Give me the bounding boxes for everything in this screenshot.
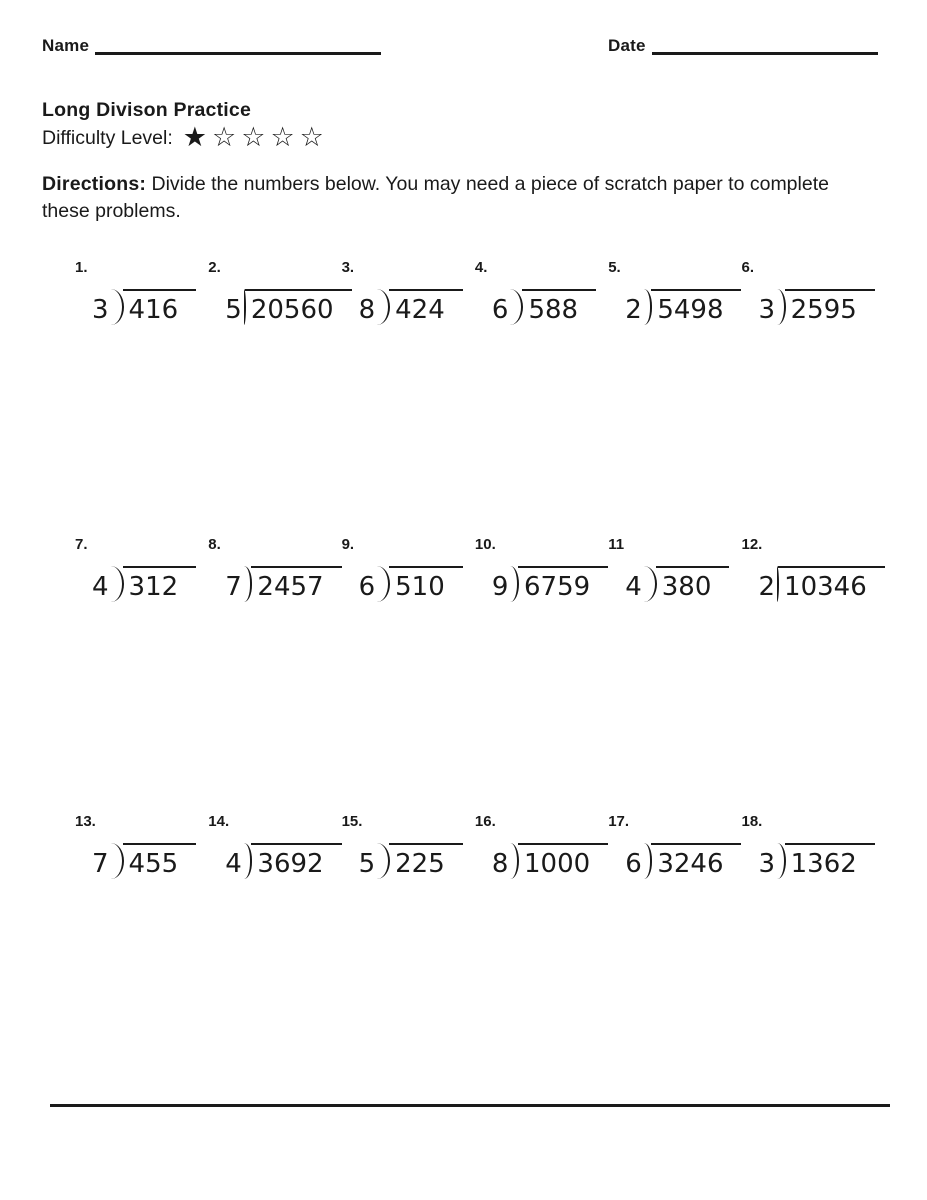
division-problem [208, 260, 341, 326]
problem-expression [625, 289, 741, 325]
problem-number: 5. [608, 259, 621, 276]
date-label: Date [608, 36, 646, 55]
problem-expression [625, 566, 741, 602]
problem-expression [758, 566, 874, 602]
division-problem [608, 260, 741, 326]
problem-divisor: 4 [225, 849, 242, 879]
problem-number: 18. [741, 813, 763, 830]
problem-expression [758, 289, 874, 325]
problem-dividend: 225 [389, 843, 463, 879]
problem-dividend: 2595 [785, 289, 875, 325]
problem-dividend: 416 [123, 289, 197, 325]
problem-expression [492, 289, 608, 325]
division-problem [208, 537, 341, 603]
footer-divider [50, 1104, 890, 1107]
problem-dividend: 10346 [778, 566, 885, 602]
problem-divisor: 9 [491, 572, 509, 602]
directions [42, 171, 832, 224]
division-problem [75, 260, 208, 326]
problem-number: 17. [608, 813, 630, 830]
problem-divisor: 8 [358, 295, 376, 325]
problem-divisor: 7 [225, 572, 242, 602]
division-problem [208, 814, 341, 880]
problem-dividend: 380 [656, 566, 730, 602]
division-problem [741, 260, 874, 326]
problem-expression [92, 289, 208, 325]
problem-dividend: 424 [389, 289, 463, 325]
problem-divisor: 6 [625, 849, 642, 879]
problem-number: 15. [341, 813, 363, 830]
problem-expression [359, 566, 475, 602]
problem-expression [225, 566, 341, 602]
problem-number: 12. [741, 536, 763, 553]
division-problem [342, 260, 475, 326]
page-title: Long Divison Practice [42, 99, 251, 121]
problem-expression [492, 566, 608, 602]
problem-number: 16. [474, 813, 496, 830]
problem-divisor: 8 [491, 849, 509, 879]
problem-expression [92, 843, 208, 879]
problem-dividend: 3692 [251, 843, 341, 879]
problem-divisor: 7 [92, 849, 109, 879]
problem-dividend: 2457 [251, 566, 341, 602]
problem-divisor: 5 [358, 849, 376, 879]
problem-expression [492, 843, 608, 879]
problem-number: 3. [341, 259, 355, 276]
star-empty-icon: ☆ [241, 122, 271, 153]
problem-divisor: 2 [758, 572, 776, 602]
difficulty-row [42, 122, 329, 154]
division-problem [75, 537, 208, 603]
problem-divisor: 4 [625, 572, 642, 602]
date-block [608, 37, 878, 55]
problem-number: 9. [341, 536, 355, 553]
problem-number: 6. [741, 259, 754, 276]
problem-expression [359, 289, 475, 325]
problem-number: 2. [208, 259, 221, 276]
problem-dividend: 3246 [651, 843, 741, 879]
problem-dividend: 6759 [518, 566, 608, 602]
division-problem [75, 814, 208, 880]
problem-expression [225, 289, 341, 325]
problem-number: 7. [75, 536, 88, 553]
division-problem [475, 537, 608, 603]
division-problem [475, 814, 608, 880]
problem-divisor: 6 [491, 295, 509, 325]
problem-expression [92, 566, 208, 602]
division-problem [475, 260, 608, 326]
star-filled-icon: ★ [182, 122, 212, 153]
problem-dividend: 1362 [785, 843, 875, 879]
problem-divisor: 3 [92, 295, 109, 325]
problem-number: 14. [208, 813, 230, 830]
problem-divisor: 5 [225, 295, 242, 325]
division-problem [741, 814, 874, 880]
problem-number: 11 [608, 536, 625, 553]
directions-body: Divide the numbers below. You may need a piece of scratch paper to complete these problems. [42, 173, 829, 222]
problem-dividend: 312 [123, 566, 197, 602]
problem-number: 10. [474, 536, 496, 553]
problem-dividend: 510 [389, 566, 463, 602]
division-problem [342, 814, 475, 880]
problem-dividend: 5498 [651, 289, 741, 325]
problem-dividend: 1000 [518, 843, 608, 879]
problem-expression [625, 843, 741, 879]
star-empty-icon: ☆ [270, 122, 300, 153]
division-problem [608, 814, 741, 880]
star-empty-icon: ☆ [212, 122, 242, 153]
problem-dividend: 588 [522, 289, 596, 325]
division-problem [608, 537, 741, 603]
problem-number: 1. [75, 259, 88, 276]
problem-dividend: 455 [123, 843, 197, 879]
problem-dividend: 20560 [245, 289, 352, 325]
problem-divisor: 2 [625, 295, 642, 325]
division-problem [741, 537, 874, 603]
name-fill-line [95, 52, 381, 55]
name-label: Name [42, 36, 90, 55]
problem-expression [225, 843, 341, 879]
problem-divisor: 3 [758, 295, 776, 325]
problem-number: 13. [75, 813, 96, 830]
problem-expression [359, 843, 475, 879]
name-block [42, 37, 381, 55]
directions-lead: Directions: [42, 173, 147, 195]
problems-grid [75, 260, 875, 880]
star-empty-icon: ☆ [299, 122, 329, 153]
problem-divisor: 4 [92, 572, 109, 602]
difficulty-stars [183, 123, 329, 153]
date-fill-line [652, 52, 878, 55]
problem-expression [758, 843, 874, 879]
division-problem [342, 537, 475, 603]
problem-divisor: 3 [758, 849, 776, 879]
problem-number: 8. [208, 536, 221, 553]
difficulty-label: Difficulty Level: [42, 126, 173, 149]
problem-divisor: 6 [358, 572, 376, 602]
problem-number: 4. [474, 259, 488, 276]
